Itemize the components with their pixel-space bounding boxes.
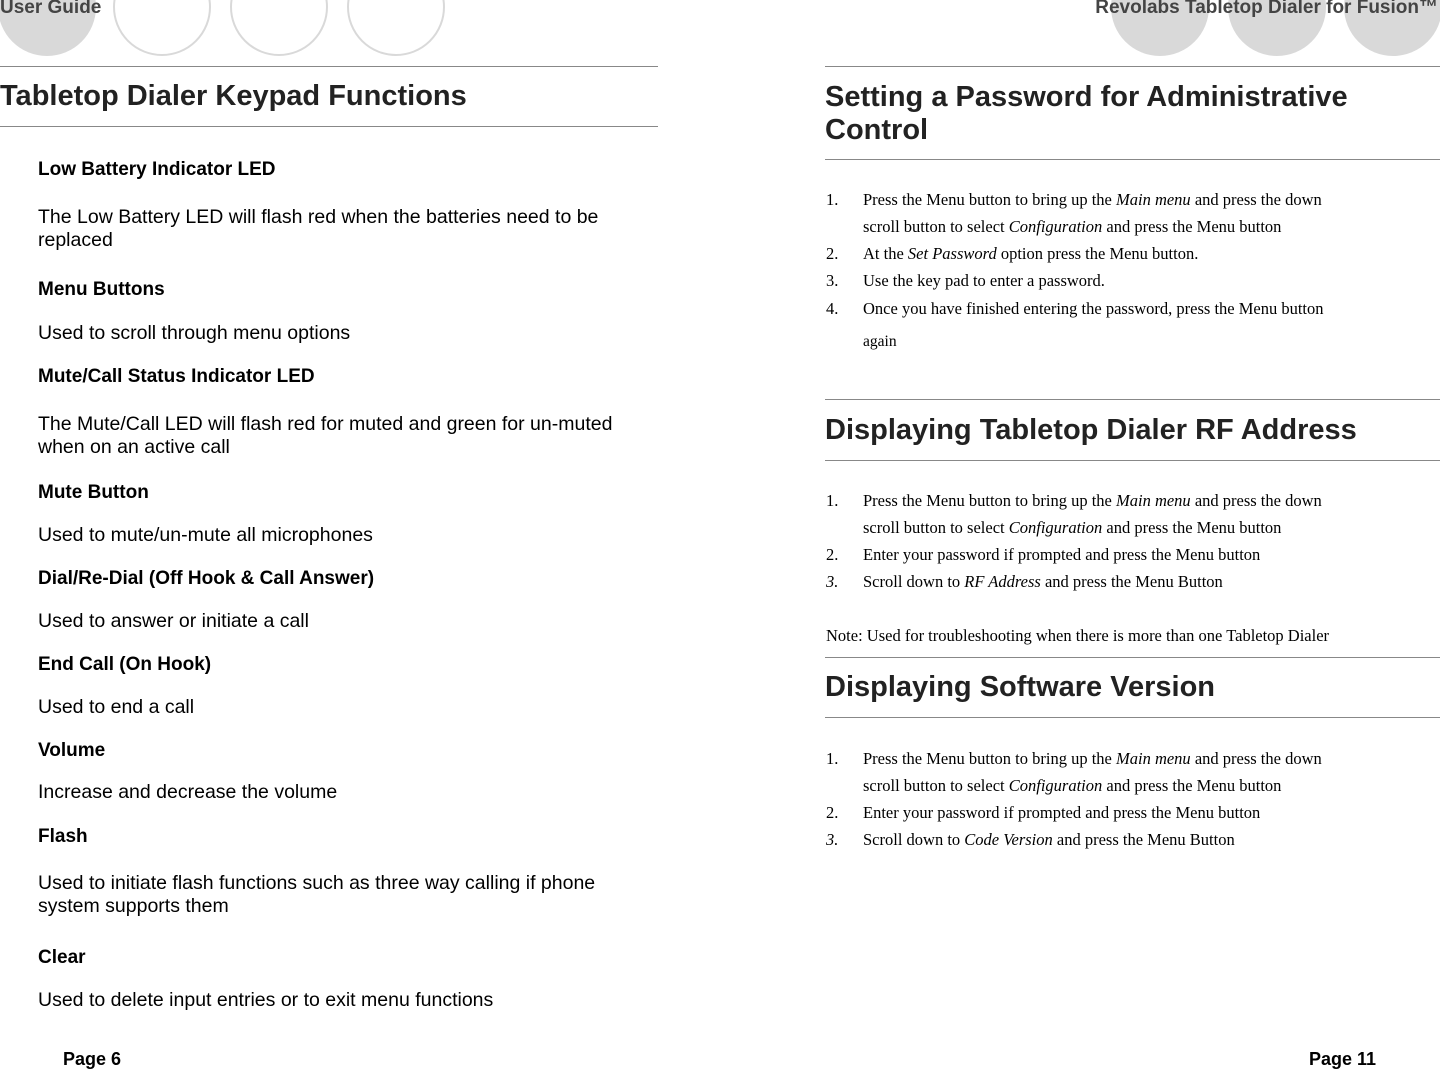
step-number: 3. — [826, 830, 839, 849]
step-number: 2. — [826, 803, 839, 822]
divider — [825, 657, 1440, 658]
step-text: Once you have finished entering the password, press the Menu button — [863, 299, 1324, 318]
step-number: 3. — [826, 271, 839, 290]
page-number: Page 6 — [63, 1049, 122, 1069]
step-emphasis: Configuration — [1008, 518, 1103, 537]
item-desc: Used to answer or initiate a call — [38, 610, 309, 632]
step-emphasis: Configuration — [1008, 776, 1103, 795]
step-text: Use the key pad to enter a password. — [863, 271, 1105, 290]
step-emphasis: Main menu — [1115, 491, 1191, 510]
step-item — [826, 240, 1406, 267]
step-emphasis: Configuration — [1008, 217, 1103, 236]
item-desc: The Low Battery LED will flash red when the batteries need to be replaced — [38, 206, 599, 251]
item-label: Flash — [38, 826, 88, 847]
step-text: and press the Menu button — [1102, 776, 1282, 795]
decor-circle-outline — [347, 0, 445, 56]
step-item — [826, 745, 1406, 799]
step-text: scroll button to select — [863, 217, 1009, 236]
item-desc: Used to end a call — [38, 696, 195, 718]
section-title: Displaying Tabletop Dialer RF Address — [825, 414, 1357, 446]
item-label: Clear — [38, 947, 86, 968]
item-label: Low Battery Indicator LED — [38, 159, 276, 180]
item-desc: The Mute/Call LED will flash red for muted and green for un-muted when on an active call — [38, 413, 613, 458]
step-item — [826, 292, 1406, 358]
item-label: Dial/Re-Dial (Off Hook & Call Answer) — [38, 568, 375, 589]
section-title-line: Setting a Password for Administrative — [825, 81, 1348, 113]
step-text: and press the Menu Button — [1052, 830, 1235, 849]
step-emphasis: Main menu — [1115, 749, 1191, 768]
step-number: 1. — [826, 749, 839, 768]
divider — [825, 460, 1440, 461]
step-item — [826, 568, 1406, 595]
step-item — [826, 186, 1406, 240]
step-text: and press the Menu button — [1102, 518, 1282, 537]
item-desc: Increase and decrease the volume — [38, 781, 338, 803]
divider — [0, 126, 658, 127]
step-text: again — [863, 333, 897, 350]
step-number: 1. — [826, 491, 839, 510]
step-text: Press the Menu button to bring up the — [863, 749, 1116, 768]
step-text: and press the down — [1190, 190, 1322, 209]
step-emphasis: Code Version — [964, 830, 1053, 849]
step-text: scroll button to select — [863, 776, 1009, 795]
item-desc: Used to mute/un-mute all microphones — [38, 524, 373, 546]
step-item — [826, 826, 1406, 853]
page-number: Page 11 — [1309, 1049, 1377, 1069]
step-text: option press the Menu button. — [996, 244, 1199, 263]
step-text: Enter your password if prompted and press the Menu button — [863, 545, 1261, 564]
steps-list — [826, 487, 1406, 595]
step-text: and press the Menu button — [1102, 217, 1282, 236]
section-title-line: Control — [825, 114, 929, 146]
step-text: and press the down — [1190, 491, 1322, 510]
header-left: User Guide — [0, 0, 102, 18]
step-text: and press the Menu Button — [1040, 572, 1223, 591]
step-text: Enter your password if prompted and press the Menu button — [863, 803, 1261, 822]
step-text: Scroll down to — [863, 572, 965, 591]
steps-list — [826, 186, 1406, 358]
item-label: Menu Buttons — [38, 279, 165, 300]
divider — [825, 66, 1440, 67]
item-desc: Used to initiate flash functions such as three way calling if phone system supports them — [38, 872, 596, 917]
step-item — [826, 487, 1406, 541]
item-desc: Used to scroll through menu options — [38, 322, 351, 344]
divider — [825, 717, 1440, 718]
steps-list — [826, 745, 1406, 853]
header-right: Revolabs Tabletop Dialer for Fusion™ — [1095, 0, 1438, 18]
step-number: 1. — [826, 190, 839, 209]
page-title: Tabletop Dialer Keypad Functions — [0, 80, 467, 112]
step-number: 2. — [826, 545, 839, 564]
step-text: scroll button to select — [863, 518, 1009, 537]
divider — [825, 159, 1440, 160]
step-text: Press the Menu button to bring up the — [863, 190, 1116, 209]
step-number: 2. — [826, 244, 839, 263]
step-number: 4. — [826, 299, 839, 318]
item-label: Mute/Call Status Indicator LED — [38, 366, 315, 387]
step-item — [826, 541, 1406, 568]
decor-circle-outline — [230, 0, 328, 56]
step-text: Press the Menu button to bring up the — [863, 491, 1116, 510]
step-emphasis: Set Password — [907, 244, 997, 263]
step-emphasis: Main menu — [1115, 190, 1191, 209]
item-label: End Call (On Hook) — [38, 654, 212, 675]
divider — [825, 399, 1440, 400]
section-title: Displaying Software Version — [825, 671, 1215, 703]
step-emphasis: RF Address — [964, 572, 1041, 591]
section-title — [825, 81, 1348, 147]
divider — [0, 66, 658, 67]
step-item — [826, 267, 1406, 294]
step-text: At the — [863, 244, 908, 263]
step-text: and press the down — [1190, 749, 1322, 768]
decor-circle-outline — [113, 0, 211, 56]
step-number: 3. — [826, 572, 839, 591]
note-text: Note: Used for troubleshooting when there is more than one Tabletop Dialer — [826, 626, 1330, 645]
step-text: Scroll down to — [863, 830, 965, 849]
item-desc: Used to delete input entries or to exit menu functions — [38, 989, 494, 1011]
item-label: Mute Button — [38, 482, 149, 503]
item-label: Volume — [38, 740, 106, 761]
step-item — [826, 799, 1406, 826]
